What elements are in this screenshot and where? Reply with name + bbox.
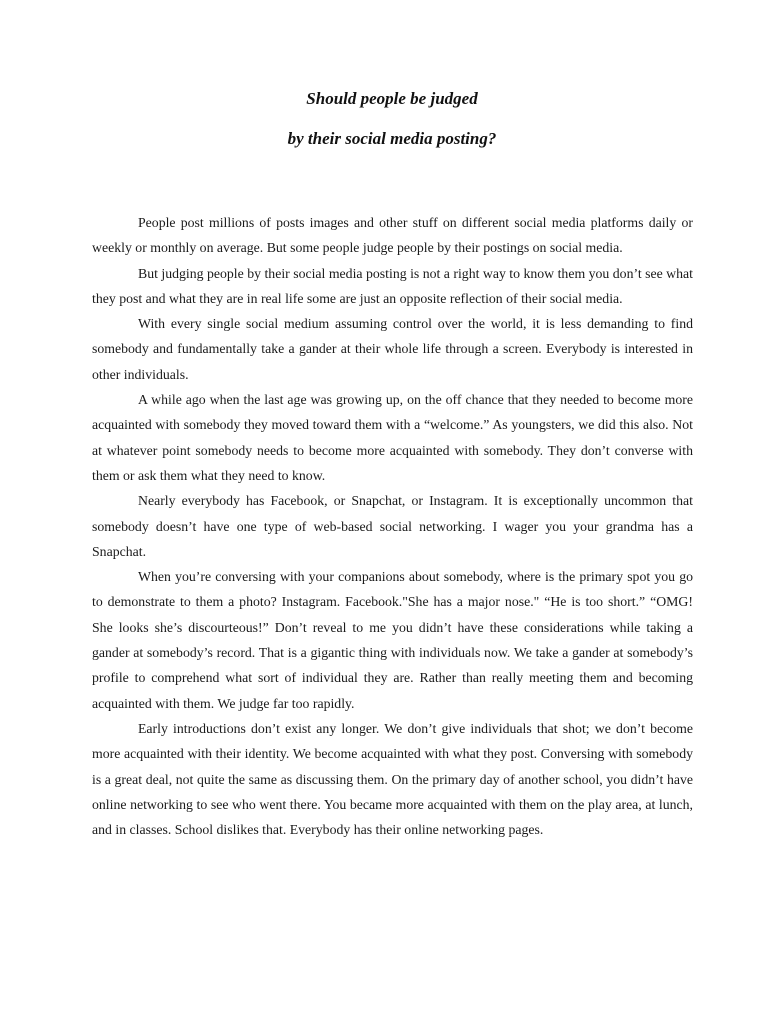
paragraph: With every single social medium assuming control over the world, it is less demanding to find somebody and fundamentally take a gander at their whole life through a screen. Everybody is interested in other individuals. (92, 316, 693, 382)
paragraph: A while ago when the last age was growing up, on the off chance that they needed to become more acquainted with somebody they moved toward them with a “welcome.” As youngsters, we did this also. Not at whatever point somebody needs to become more acquainted with somebody. They don’t converse with them or ask them what they need to know. (92, 392, 693, 483)
paragraph: Early introductions don’t exist any longer. We don’t give individuals that shot; we don’t become more acquainted with their identity. We become acquainted with what they post. Conversing with somebody is a great deal, not quite the same as discussing them. On the primary day of another school, you didn’t have online networking to see who went there. You became more acquainted with them on the play area, at lunch, and in classes. School dislikes that. Everybody has their online networking pages. (92, 720, 693, 838)
document-title (0, 86, 768, 166)
paragraph: When you’re conversing with your companions about somebody, where is the primary spot you go to demonstrate to them a photo? Instagram. Facebook."She has a major nose." “He is too short.” “OMG! She looks she’s discourteous!” Don’t reveal to me you didn’t have these considerations while taking a gander at somebody’s record. That is a gigantic thing with individuals now. We take a gander at somebody’s profile to comprehend what sort of individual they are. Rather than really meeting them and becoming acquainted with them. We judge far too rapidly. (92, 569, 693, 711)
title-line-2: by their social media posting? (287, 129, 497, 148)
paragraph: Nearly everybody has Facebook, or Snapchat, or Instagram. It is exceptionally uncommon that somebody doesn’t have one type of web-based social networking. I wager you your grandma has a Snapchat. (92, 493, 693, 559)
title-line-1: Should people be judged (306, 89, 478, 108)
paragraph: But judging people by their social media posting is not a right way to know them you don’t see what they post and what they are in real life some are just an opposite reflection of their social media. (92, 265, 693, 306)
document-body (92, 210, 693, 842)
paragraph: People post millions of posts images and other stuff on different social media platforms daily or weekly or monthly on average. But some people judge people by their postings on social media. (92, 215, 693, 256)
